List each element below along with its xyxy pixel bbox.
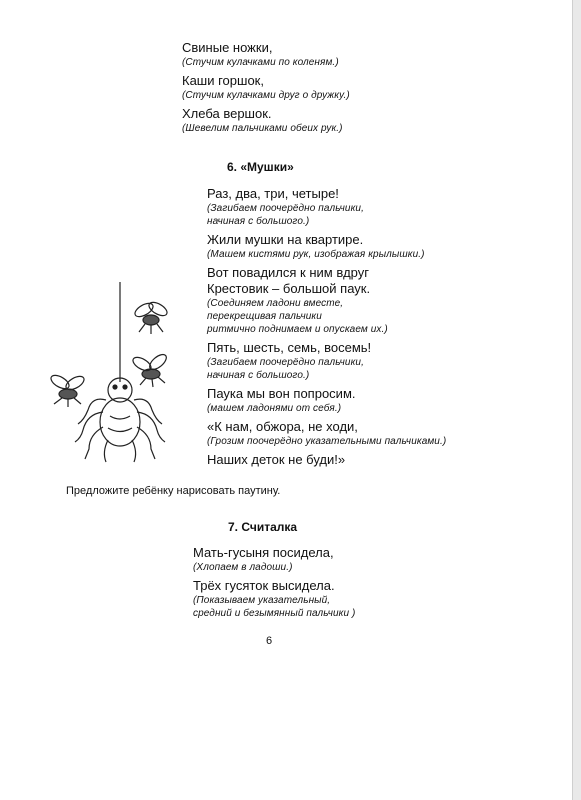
instruction-note: (Грозим поочерёдно указательными пальчиками.) xyxy=(207,436,447,447)
instruction-note: (Хлопаем в ладоши.) xyxy=(193,562,293,573)
instruction-note: (Соединяем ладони вместе, xyxy=(207,298,344,309)
rhyme-block-schitalka xyxy=(193,545,355,620)
verse-line: Наших деток не буди!» xyxy=(207,452,346,467)
instruction-note: (Стучим кулачками по коленям.) xyxy=(182,57,339,68)
verse-line: Каши горшок, xyxy=(182,73,264,88)
verse-line: Пять, шесть, семь, восемь! xyxy=(207,340,372,355)
instruction-note: (машем ладонями от себя.) xyxy=(207,403,342,414)
page-edge xyxy=(572,0,581,800)
instruction-note: (Шевелим пальчиками обеих рук.) xyxy=(182,123,343,134)
fly-icon xyxy=(49,373,86,407)
rhyme-block-top xyxy=(182,40,350,135)
instruction-note: (Загибаем поочерёдно пальчики, xyxy=(207,203,364,214)
instruction-note: (Показываем указательный, xyxy=(193,595,331,606)
section-heading-7: 7. Считалка xyxy=(228,520,298,534)
instruction-note: (Машем кистями рук, изображая крылышки.) xyxy=(207,249,425,260)
instruction-note: начиная с большого.) xyxy=(207,370,310,381)
page-number: 6 xyxy=(266,635,273,647)
verse-line: «К нам, обжора, не ходи, xyxy=(207,419,358,434)
verse-line: Крестовик – большой паук. xyxy=(207,281,371,296)
instruction-note: (Загибаем поочерёдно пальчики, xyxy=(207,357,364,368)
fly-icon xyxy=(131,352,169,387)
instruction-note: ритмично поднимаем и опускаем их.) xyxy=(207,324,388,335)
verse-line: Хлеба вершок. xyxy=(182,106,272,121)
verse-line: Трёх гусяток высидела. xyxy=(193,578,335,593)
rhyme-block-mushki xyxy=(207,186,446,468)
spider-icon xyxy=(75,378,165,462)
instruction-note: (Стучим кулачками друг о дружку.) xyxy=(182,90,350,101)
section-heading-6: 6. «Мушки» xyxy=(227,160,294,174)
verse-line: Жили мушки на квартире. xyxy=(207,232,364,247)
drawing-task-text: Предложите ребёнку нарисовать паутину. xyxy=(66,485,281,497)
spider-and-flies-illustration xyxy=(48,282,183,467)
fly-icon xyxy=(133,300,169,334)
verse-line: Свиные ножки, xyxy=(182,40,273,55)
verse-line: Мать-гусыня посидела, xyxy=(193,545,334,560)
instruction-note: начиная с большого.) xyxy=(207,216,310,227)
verse-line: Паука мы вон попросим. xyxy=(207,386,356,401)
verse-line: Вот повадился к ним вдруг xyxy=(207,265,369,280)
verse-line: Раз, два, три, четыре! xyxy=(207,186,339,201)
instruction-note: средний и безымянный пальчики ) xyxy=(193,608,356,619)
instruction-note: перекрещивая пальчики xyxy=(207,311,322,322)
